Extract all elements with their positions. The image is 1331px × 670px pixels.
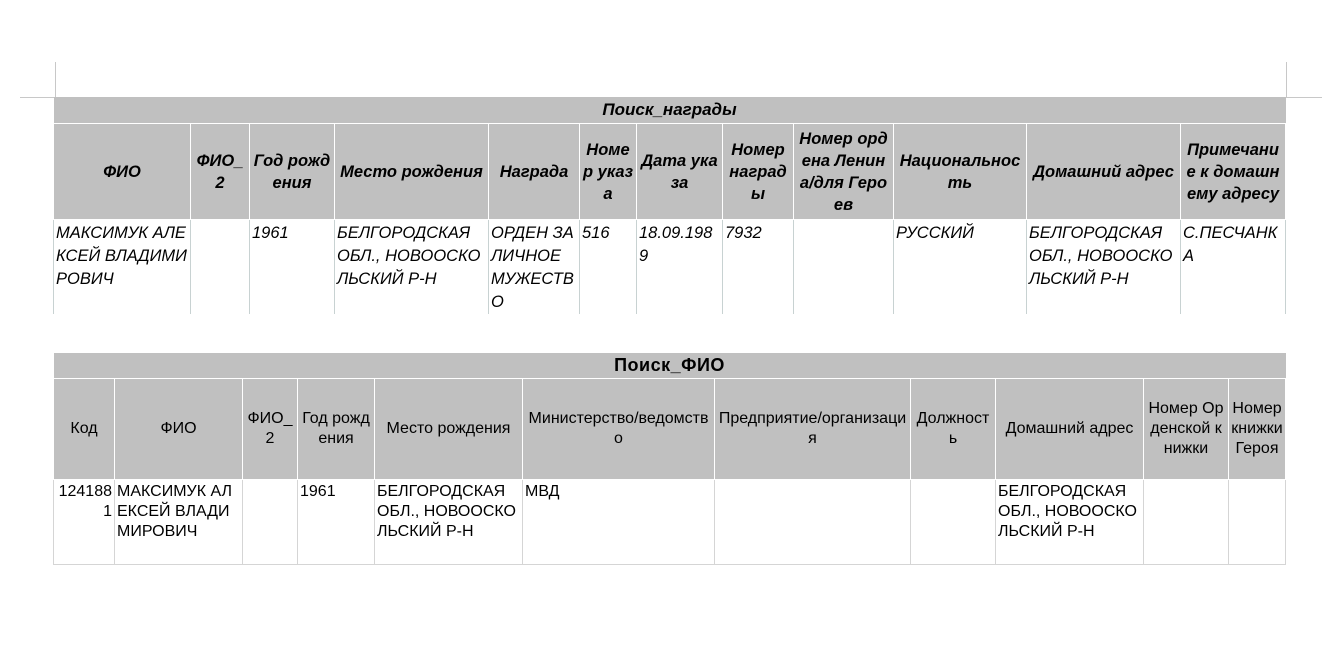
cell-birthplace: БЕЛГОРОДСКАЯ ОБЛ., НОВООСКОЛЬСКИЙ Р-Н bbox=[375, 480, 523, 565]
cell-organization bbox=[715, 480, 911, 565]
header-birthplace: Место рождения bbox=[375, 379, 523, 480]
margin-guide-right-vertical bbox=[1286, 62, 1287, 97]
header-decree-date: Дата указа bbox=[637, 124, 723, 220]
header-nationality: Национальность bbox=[894, 124, 1027, 220]
header-award-number: Номер награды bbox=[723, 124, 794, 220]
header-ministry: Министерство/ведомство bbox=[523, 379, 715, 480]
header-position: Должность bbox=[911, 379, 996, 480]
cell-birthplace: БЕЛГОРОДСКАЯ ОБЛ., НОВООСКОЛЬСКИЙ Р-Н bbox=[335, 220, 489, 315]
cell-decree-date: 18.09.1989 bbox=[637, 220, 723, 315]
header-birth-year: Год рождения bbox=[298, 379, 375, 480]
cell-award: ОРДЕН ЗА ЛИЧНОЕ МУЖЕСТВО bbox=[489, 220, 580, 315]
awards-search-table bbox=[53, 97, 1286, 314]
cell-order-book-number bbox=[1144, 480, 1229, 565]
cell-position bbox=[911, 480, 996, 565]
header-order-book-number: Номер Орденской книжки bbox=[1144, 379, 1229, 480]
cell-lenin-order-number bbox=[794, 220, 894, 315]
awards-table-header-row bbox=[54, 124, 1286, 220]
margin-guide-right-horizontal bbox=[1286, 97, 1322, 98]
header-fio-2: ФИО_2 bbox=[243, 379, 298, 480]
awards-table-title: Поиск_награды bbox=[54, 97, 1286, 124]
cell-code: 1241881 bbox=[54, 480, 115, 565]
header-decree-number: Номер указа bbox=[580, 124, 637, 220]
cell-address-note: С.ПЕСЧАНКА bbox=[1181, 220, 1286, 315]
header-home-address: Домашний адрес bbox=[996, 379, 1144, 480]
header-lenin-order-number: Номер ордена Ленина/для Героев bbox=[794, 124, 894, 220]
header-birth-year: Год рождения bbox=[250, 124, 335, 220]
cell-fio-2 bbox=[243, 480, 298, 565]
fio-table-title: Поиск_ФИО bbox=[54, 353, 1286, 379]
cell-decree-number: 516 bbox=[580, 220, 637, 315]
header-home-address: Домашний адрес bbox=[1027, 124, 1181, 220]
header-hero-book-number: Номер книжки Героя bbox=[1229, 379, 1286, 480]
cell-home-address: БЕЛГОРОДСКАЯ ОБЛ., НОВООСКОЛЬСКИЙ Р-Н bbox=[1027, 220, 1181, 315]
header-code: Код bbox=[54, 379, 115, 480]
header-award: Награда bbox=[489, 124, 580, 220]
cell-nationality: РУССКИЙ bbox=[894, 220, 1027, 315]
header-fio-2: ФИО_2 bbox=[191, 124, 250, 220]
header-fio: ФИО bbox=[115, 379, 243, 480]
cell-birth-year: 1961 bbox=[298, 480, 375, 565]
cell-home-address: БЕЛГОРОДСКАЯ ОБЛ., НОВООСКОЛЬСКИЙ Р-Н bbox=[996, 480, 1144, 565]
header-organization: Предприятие/организация bbox=[715, 379, 911, 480]
header-birthplace: Место рождения bbox=[335, 124, 489, 220]
margin-guide-left-vertical bbox=[55, 62, 56, 97]
header-address-note: Примечание к домашнему адресу bbox=[1181, 124, 1286, 220]
margin-guide-left-horizontal bbox=[20, 97, 55, 98]
cell-fio: МАКСИМУК АЛЕКСЕЙ ВЛАДИМИРОВИЧ bbox=[54, 220, 191, 315]
table-row bbox=[54, 480, 1286, 565]
cell-birth-year: 1961 bbox=[250, 220, 335, 315]
table-row bbox=[54, 220, 1286, 315]
cell-hero-book-number bbox=[1229, 480, 1286, 565]
cell-ministry: МВД bbox=[523, 480, 715, 565]
cell-fio: МАКСИМУК АЛЕКСЕЙ ВЛАДИМИРОВИЧ bbox=[115, 480, 243, 565]
fio-table-header-row bbox=[54, 379, 1286, 480]
fio-search-table bbox=[53, 353, 1286, 565]
header-fio: ФИО bbox=[54, 124, 191, 220]
cell-award-number: 7932 bbox=[723, 220, 794, 315]
cell-fio-2 bbox=[191, 220, 250, 315]
